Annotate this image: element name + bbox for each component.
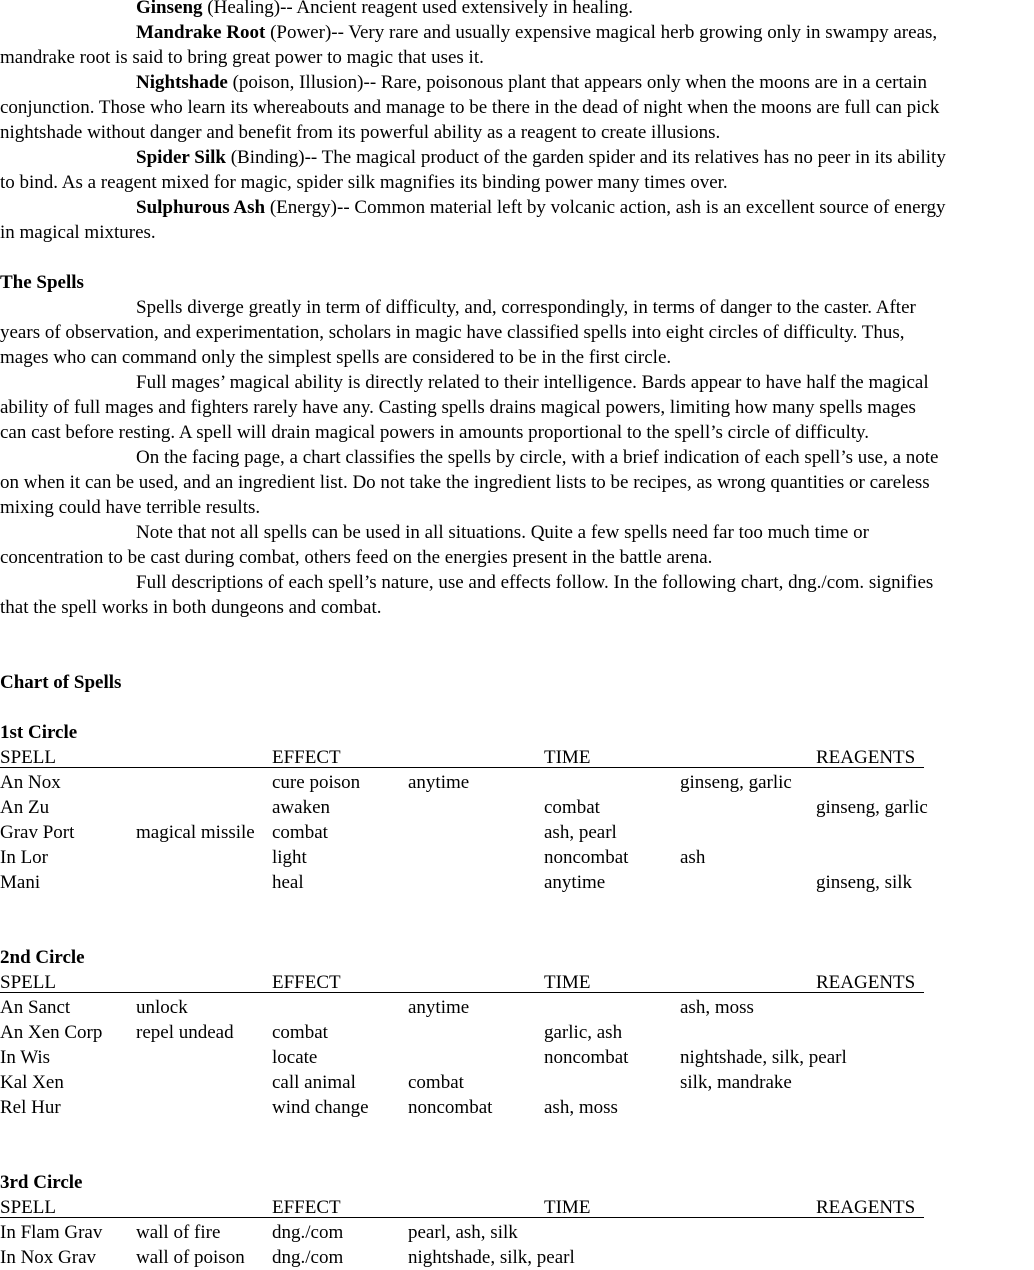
reagent-description-line: mandrake root is said to bring great power to magic that uses it. [0,47,484,68]
spell-name: Rel Hur [0,1097,61,1118]
spell-cell: ash [680,847,706,868]
reagent-entry [136,70,927,95]
spell-cell: wind change [272,1097,369,1118]
spell-name: Grav Port [0,822,75,843]
reagent-entry [136,20,937,45]
reagent-description: (poison, Illusion)-- Rare, poisonous plant that appears only when the moons are in a certain [227,72,927,93]
reagent-description: (Power)-- Very rare and usually expensive magical herb growing only in swampy areas, [265,22,938,43]
spell-name: An Nox [0,772,61,793]
spell-cell: cure poison [272,772,361,793]
column-header-effect: EFFECT [272,972,341,993]
column-header-spell: SPELL [0,1197,56,1218]
spell-name: An Xen Corp [0,1022,103,1043]
reagent-entry [136,145,946,170]
reagent-description-line: in magical mixtures. [0,222,156,243]
spell-cell: locate [272,1047,318,1068]
spell-cell: heal [272,872,304,893]
reagent-name: Sulphurous Ash [136,197,266,218]
spell-cell: wall of fire [136,1222,221,1243]
header-underline [0,1217,924,1218]
spell-cell: noncombat [408,1097,493,1118]
circle-title: 3rd Circle [0,1172,83,1193]
reagent-description-line: conjunction. Those who learn its whereabouts and manage to be there in the dead of night when the moons are full can pick [0,97,940,118]
column-header-reagents: REAGENTS [816,1197,916,1218]
spell-cell: repel undead [136,1022,234,1043]
spell-cell: ash, pearl [544,822,617,843]
body-paragraph-line: Note that not all spells can be used in all situations. Quite a few spells need far too much time or [136,522,869,543]
body-paragraph-line: Spells diverge greatly in term of difficulty, and, correspondingly, in terms of danger to the caster. After [136,297,916,318]
chart-heading: Chart of Spells [0,672,122,693]
reagent-description-line: nightshade without danger and benefit from its powerful ability as a reagent to create illusions. [0,122,721,143]
column-header-time: TIME [544,747,591,768]
spell-cell: magical missile [136,822,255,843]
spell-cell: silk, mandrake [680,1072,792,1093]
spell-cell: ginseng, garlic [816,797,928,818]
spell-cell: garlic, ash [544,1022,623,1043]
reagent-entry [136,195,945,220]
spell-cell: dng./com [272,1222,344,1243]
spell-cell: noncombat [544,1047,629,1068]
column-header-effect: EFFECT [272,1197,341,1218]
spell-name: An Sanct [0,997,71,1018]
body-paragraph-line: Full descriptions of each spell’s nature, use and effects follow. In the following chart, dng./com. signifies [136,572,934,593]
reagent-name: Mandrake Root [136,22,266,43]
body-paragraph-line: mages who can command only the simplest spells are considered to be in the first circle. [0,347,672,368]
spell-cell: nightshade, silk, pearl [680,1047,847,1068]
column-header-reagents: REAGENTS [816,747,916,768]
spell-cell: call animal [272,1072,356,1093]
reagent-name: Ginseng [136,0,203,18]
spell-cell: unlock [136,997,188,1018]
column-header-time: TIME [544,1197,591,1218]
spells-heading: The Spells [0,272,84,293]
reagent-name: Spider Silk [136,147,226,168]
spell-cell: combat [408,1072,464,1093]
spell-cell: ginseng, garlic [680,772,792,793]
reagent-name: Nightshade [136,72,228,93]
column-header-spell: SPELL [0,747,56,768]
body-paragraph-line: Full mages’ magical ability is directly related to their intelligence. Bards appear to have half the magical [136,372,929,393]
column-header-reagents: REAGENTS [816,972,916,993]
body-paragraph-line: years of observation, and experimentation, scholars in magic have classified spells into eight circles of difficulty. Thus, [0,322,905,343]
spell-name: In Lor [0,847,49,868]
spell-cell: ginseng, silk [816,872,913,893]
body-paragraph-line: ability of full mages and fighters rarely have any. Casting spells drains magical powers, limiting how many spells mages [0,397,916,418]
body-paragraph-line: concentration to be cast during combat, others feed on the energies present in the battle arena. [0,547,713,568]
spell-cell: noncombat [544,847,629,868]
body-paragraph-line: that the spell works in both dungeons and combat. [0,597,382,618]
column-header-time: TIME [544,972,591,993]
spell-cell: nightshade, silk, pearl [408,1247,575,1268]
spell-cell: pearl, ash, silk [408,1222,518,1243]
spell-name: Mani [0,872,41,893]
reagent-description: (Healing)-- Ancient reagent used extensively in healing. [202,0,634,18]
reagent-entry [136,0,633,20]
circle-title: 1st Circle [0,722,78,743]
spell-cell: anytime [544,872,606,893]
spell-cell: light [272,847,307,868]
spell-cell: wall of poison [136,1247,245,1268]
header-underline [0,767,924,768]
body-paragraph-line: mixing could have terrible results. [0,497,261,518]
header-underline [0,992,924,993]
column-header-effect: EFFECT [272,747,341,768]
spell-cell: ash, moss [680,997,754,1018]
spell-name: In Nox Grav [0,1247,97,1268]
body-paragraph-line: On the facing page, a chart classifies the spells by circle, with a brief indication of each spell’s use, a note [136,447,939,468]
spell-cell: anytime [408,772,470,793]
spell-cell: combat [544,797,600,818]
column-header-spell: SPELL [0,972,56,993]
spell-cell: combat [272,822,328,843]
spell-name: In Flam Grav [0,1222,103,1243]
spell-cell: anytime [408,997,470,1018]
body-paragraph-line: on when it can be used, and an ingredient list. Do not take the ingredient lists to be recipes, as wrong quantities or careless [0,472,930,493]
reagent-description: (Binding)-- The magical product of the garden spider and its relatives has no peer in its ability [225,147,946,168]
body-paragraph-line: can cast before resting. A spell will drain magical powers in amounts proportional to the spell’s circle of difficulty. [0,422,870,443]
spell-name: Kal Xen [0,1072,64,1093]
spell-cell: dng./com [272,1247,344,1268]
circle-title: 2nd Circle [0,947,85,968]
reagent-description-line: to bind. As a reagent mixed for magic, spider silk magnifies its binding power many times over. [0,172,728,193]
spell-cell: awaken [272,797,331,818]
spell-cell: ash, moss [544,1097,618,1118]
spell-name: In Wis [0,1047,51,1068]
spell-name: An Zu [0,797,50,818]
reagent-description: (Energy)-- Common material left by volcanic action, ash is an excellent source of energy [265,197,946,218]
spell-cell: combat [272,1022,328,1043]
